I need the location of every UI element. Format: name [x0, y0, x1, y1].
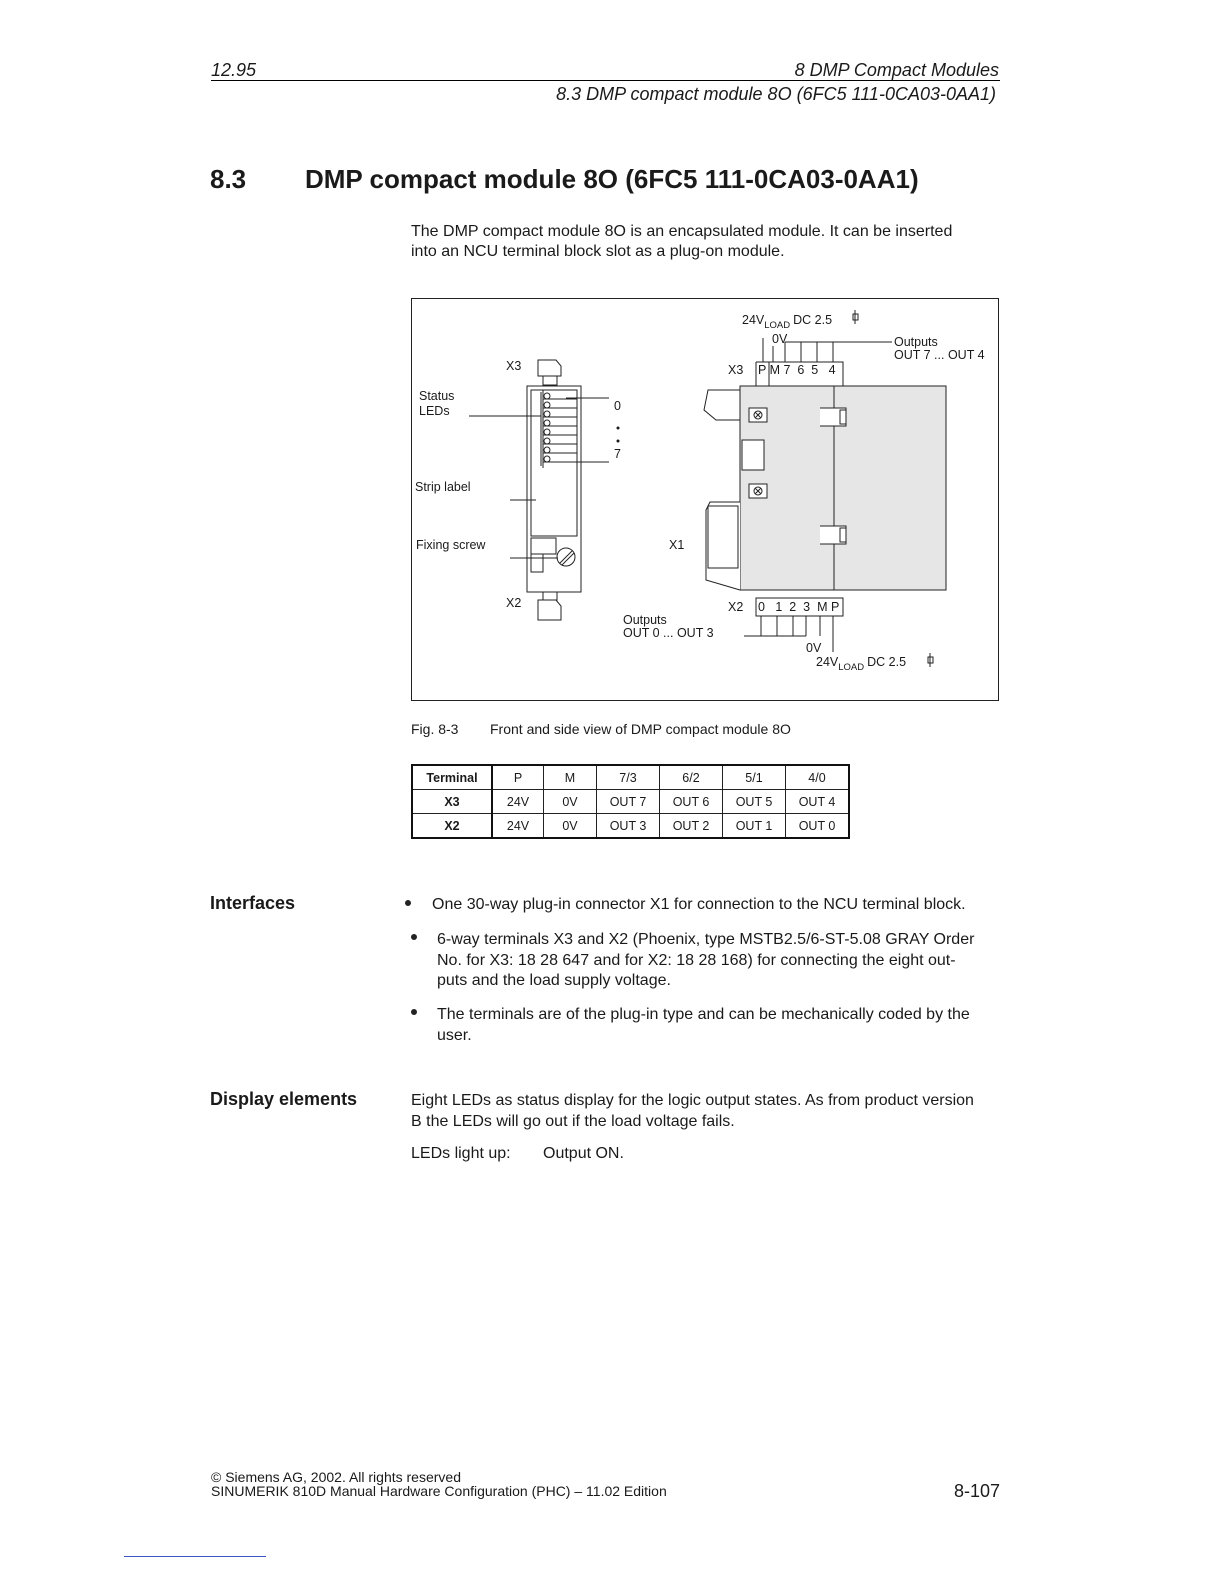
led-2 [544, 411, 550, 417]
leds-light-up-label: LEDs light up: [411, 1145, 511, 1162]
module-diagram [0, 0, 1224, 720]
led-3 [544, 420, 550, 426]
led-6 [544, 447, 550, 453]
x2-front-label: X2 [506, 596, 522, 610]
x3-pin-labels: P M 7 6 5 4 [758, 363, 836, 377]
x1-label: X1 [669, 538, 685, 552]
table-cell: OUT 1 [723, 814, 786, 839]
x2-front-connector-base [543, 592, 557, 600]
table-cell: OUT 4 [786, 790, 850, 814]
led-0 [544, 393, 550, 399]
supply-bottom-label: $24V_{LOAD}$ DC 2.5 [816, 655, 907, 673]
table-cell: OUT 2 [660, 814, 723, 839]
section-title: DMP compact module 8O (6FC5 111-0CA03-0AA1) [305, 164, 919, 194]
table-cell: OUT 0 [786, 814, 850, 839]
footnote-rule [124, 1556, 266, 1557]
table-header-cell: 4/0 [786, 765, 850, 790]
interfaces-bullet-3-line-2: user. [437, 1027, 472, 1044]
x3-front-connector [538, 360, 561, 376]
interfaces-bullet-2-line-1: 6-way terminals X3 and X2 (Phoenix, type MSTB2.5/6-ST-5.08 GRAY Order [437, 931, 975, 948]
table-cell: X3 [412, 790, 492, 814]
bullet-icon [411, 1009, 417, 1015]
led-5 [544, 438, 550, 444]
interfaces-heading: Interfaces [210, 893, 296, 913]
page-number: 8-107 [953, 1481, 1000, 1501]
table-row [412, 814, 849, 839]
outputs-bottom-label-1: Outputs [623, 613, 667, 627]
display-line-2: B the LEDs will go out if the load voltage fails. [411, 1113, 735, 1130]
footer-copyright: © Siemens AG, 2002. All rights reserved [211, 1469, 461, 1485]
table-cell: OUT 5 [723, 790, 786, 814]
status-leds [544, 393, 550, 462]
header-chapter: 8 DMP Compact Modules [794, 60, 999, 80]
interfaces-bullet-1: One 30-way plug-in connector X1 for connection to the NCU terminal block. [432, 896, 966, 913]
bullet-icon [411, 934, 417, 940]
strip-label-label: Strip label [415, 480, 471, 494]
table-header-cell: Terminal [412, 765, 492, 790]
table-cell: 0V [544, 814, 597, 839]
status-leds-label-1: Status [419, 389, 455, 403]
led-first-label: 0 [614, 399, 621, 413]
table-header-row [412, 765, 849, 790]
table-header-cell: P [492, 765, 544, 790]
header-date: 12.95 [211, 60, 257, 80]
intro-line-1: The DMP compact module 8O is an encapsulated module. It can be inserted [411, 223, 953, 240]
interfaces-bullet-3-line-1: The terminals are of the plug-in type and can be mechanically coded by the [437, 1006, 970, 1023]
led-last-label: 7 [614, 447, 621, 461]
interfaces-bullet-2-line-3: puts and the load supply voltage. [437, 972, 671, 989]
table-cell: X2 [412, 814, 492, 839]
table-cell: 24V [492, 790, 544, 814]
intro-line-2: into an NCU terminal block slot as a plug‑on module. [411, 243, 785, 260]
x3-side-label: X3 [728, 363, 744, 377]
led-7 [544, 456, 550, 462]
status-leds-label-2: LEDs [419, 404, 450, 418]
x2-pin-labels: 0 1 2 3 M P [758, 600, 840, 614]
figure-caption-text: Front and side view of DMP compact module 8O [490, 721, 791, 737]
leds-light-up-value: Output ON. [543, 1145, 624, 1162]
led-1 [544, 402, 550, 408]
footer-manual: SINUMERIK 810D Manual Hardware Configuration (PHC) – 11.02 Edition [211, 1483, 667, 1499]
table-cell: 0V [544, 790, 597, 814]
header-section: 8.3 DMP compact module 8O (6FC5 111-0CA03-0AA1) [556, 84, 996, 104]
table-header-cell: 6/2 [660, 765, 723, 790]
interfaces-bullet-2-line-2: No. for X3: 18 28 647 and for X2: 18 28 168) for connecting the eight out- [437, 952, 956, 969]
strip-label-area [531, 390, 577, 536]
x3-front-connector-base [543, 376, 557, 385]
x2-side-label: X2 [728, 600, 744, 614]
display-line-1: Eight LEDs as status display for the logic output states. As from product version [411, 1092, 974, 1109]
table-cell: OUT 3 [597, 814, 660, 839]
table-cell: OUT 6 [660, 790, 723, 814]
terminal-table [411, 764, 850, 839]
x2-front-connector [538, 600, 561, 620]
table-row [412, 790, 849, 814]
zero-v-top-label: 0V [772, 332, 788, 346]
bullet-icon [405, 900, 411, 906]
x3-front-label: X3 [506, 359, 522, 373]
section-number: 8.3 [210, 164, 247, 194]
table-header-cell: 7/3 [597, 765, 660, 790]
table-header-cell: 5/1 [723, 765, 786, 790]
table-cell: OUT 7 [597, 790, 660, 814]
zero-v-bottom-label: 0V [806, 641, 822, 655]
fixing-screw-label: Fixing screw [416, 538, 486, 552]
display-elements-heading: Display elements [210, 1089, 358, 1109]
table-header-cell: M [544, 765, 597, 790]
outputs-bottom-label-2: OUT 0 ... OUT 3 [623, 626, 714, 640]
supply-top-label: $24V_{LOAD}$ DC 2.5 [742, 313, 833, 331]
led-4 [544, 429, 550, 435]
outputs-top-label-2: OUT 7 ... OUT 4 [894, 348, 985, 362]
figure-caption-number: Fig. 8-3 [411, 721, 459, 737]
table-cell: 24V [492, 814, 544, 839]
outputs-top-label-1: Outputs [894, 335, 938, 349]
